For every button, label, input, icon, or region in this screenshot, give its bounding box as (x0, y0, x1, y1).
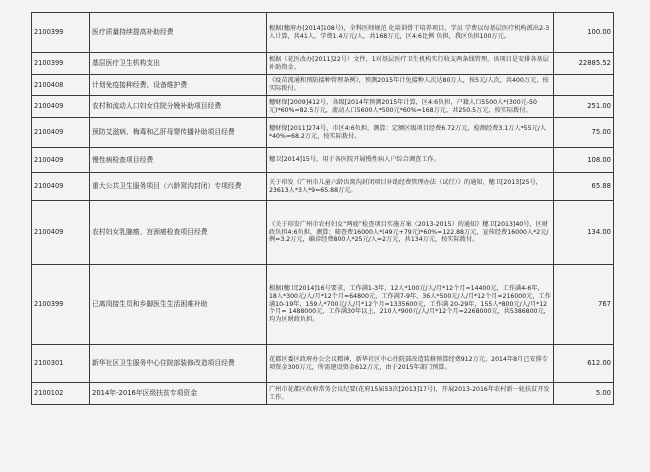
budget-amount: 100.00 (554, 13, 614, 53)
budget-table (31, 12, 614, 405)
calculation-basis: 《疫苗流通和预防接种管理条例》，预测2015年计免接种人次达80万人，按5元/人次，共400万元，按实际拨付。 (267, 75, 554, 96)
project-name: 已离岗接生员和乡脚医生生活困难补助 (90, 265, 267, 345)
function-code: 2100399 (32, 13, 90, 53)
function-code: 2100409 (32, 173, 90, 201)
table-row (32, 148, 614, 173)
calculation-basis: 《关于印发广州市农村妇女“两癌”检查项目实施方案（2013-2015）的通知》穗卫[2013]40号，区财政负担4:6负担，测算：筛查费16000人*(49元+79元)*60%=122.88万元，宣传经费16000人*2元/例=3.2万元，确诊经费800人*25元/人=2万元，共134万元，按实际拨付。 (267, 201, 554, 265)
budget-amount: 22885.52 (554, 53, 614, 75)
table-row (32, 118, 614, 148)
calculation-basis: 花都区委区政府办公会议精神，新华社区中心住院部改造装修预算经费912万元，2014年8月已安排专项资金300万元，所需建设资金612万元，由于2015年部门预算。 (267, 345, 554, 383)
function-code: 2100399 (32, 53, 90, 75)
table-row (32, 173, 614, 201)
table-row (32, 13, 614, 53)
function-code: 2100399 (32, 265, 90, 345)
function-code: 2100409 (32, 201, 90, 265)
budget-amount: 65.88 (554, 173, 614, 201)
table-row (32, 53, 614, 75)
calculation-basis: 穗财保[2009]412号，各级[2014年预测2015年计算，区4:6负担，户籍人口5500人*(300元-50元)*60%=82.5万元，流动人口5600人*500元*60%=168万元，共250.5万元，按实际拨付。 (267, 96, 554, 118)
table-row (32, 75, 614, 96)
project-name: 医疗质量持续提高补助经费 (90, 13, 267, 53)
budget-amount (554, 75, 614, 96)
project-name: 重大公共卫生服务项目（六龄窝沟封闭）专项经费 (90, 173, 267, 201)
calculation-basis: 根据（花医改办[2011]22号）文件，1对基层医疗卫生机构实行收支两条线管理，该项目是安排各基层补助资金。 (267, 53, 554, 75)
calculation-basis: 根据(穗府办[2014]108号)，全科医师规范 化培训骨干培养项目，学员 学费以每基层医疗机构派出2-3人计算，共41人，学费1.4万元/人，共168万元，区4:6比例 负担，我区负担100万元。 (267, 13, 554, 53)
table-row (32, 345, 614, 383)
calculation-basis: 广州市花都区政府常务会议纪要(花府15届53次[2013]17号)，开展2013-2016年农村新一轮扶贫开发工作。 (267, 383, 554, 405)
function-code: 2100102 (32, 383, 90, 405)
project-name: 基层医疗卫生机构支出 (90, 53, 267, 75)
project-name: 预防艾滋病、梅毒和乙肝母婴传播补助项目经费 (90, 118, 267, 148)
project-name: 农村和流动人口妇女住院分娩补助项目经费 (90, 96, 267, 118)
project-name: 农村妇女乳腺癌、宫颈癌检查项目经费 (90, 201, 267, 265)
project-name: 计划免疫接种经费、设备维护费 (90, 75, 267, 96)
table-row (32, 265, 614, 345)
project-name: 新华社区卫生服务中心住院部装修改造项目经费 (90, 345, 267, 383)
calculation-basis: 穗卫[2014]15号，用于各医院开展慢性病人户综合调查工作。 (267, 148, 554, 173)
function-code: 2100408 (32, 75, 90, 96)
budget-amount: 767 (554, 265, 614, 345)
budget-amount: 612.00 (554, 345, 614, 383)
budget-amount: 134.00 (554, 201, 614, 265)
budget-amount: 251.00 (554, 96, 614, 118)
function-code: 2100409 (32, 118, 90, 148)
function-code: 2100301 (32, 345, 90, 383)
calculation-basis: 关于印发《广州市儿童六龄齿窝沟封闭项目补助经费管理办法（试行）》的通知，穗卫[2013]25号，23613人*3人*9=65.88万元。 (267, 173, 554, 201)
table-row (32, 96, 614, 118)
function-code: 2100409 (32, 96, 90, 118)
budget-amount: 5.00 (554, 383, 614, 405)
budget-amount: 108.00 (554, 148, 614, 173)
project-name: 慢性病检查项目经费 (90, 148, 267, 173)
table-row (32, 383, 614, 405)
function-code: 2100409 (32, 148, 90, 173)
calculation-basis: 根据(穗卫[2014]16号要求，工作满1-3年，12人*100元/人/月*12个月=14400元，工作满4-6年，18人*300元/人/月*12个月=64800元，工作满7-9年，36人*500元/人/月*12个月=216000元，工作满10-19年，159人*700元/人/月*12个月=1335600元，工作满 20-29年，155人*800元/人/月*12个月= 1488000元，工作满30年以上，210人*900元/人/月*12个月=2268000元，共5386800元，均为区财政负担。 (267, 265, 554, 345)
budget-amount: 75.00 (554, 118, 614, 148)
table-row (32, 201, 614, 265)
calculation-basis: 穗财保[2011]274号，市区4:6负担，测算：定额区级项目经费6.72万元，检测经费3.1万人*55元/人*40%=68.2万元，按实际拨付。 (267, 118, 554, 148)
project-name: 2014年-2016年区级扶贫专项资金 (90, 383, 267, 405)
